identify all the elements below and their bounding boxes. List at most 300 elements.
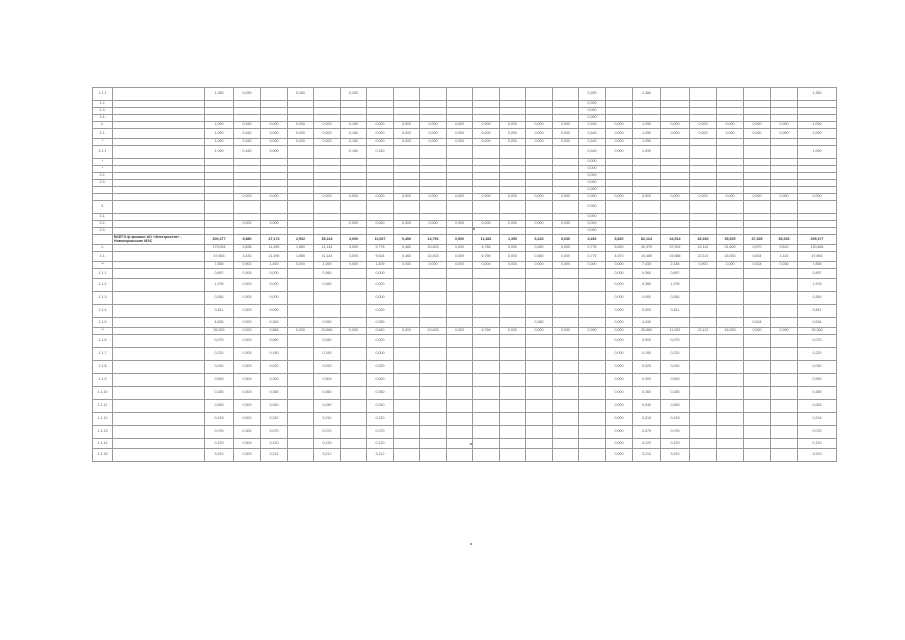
value-cell <box>526 439 553 449</box>
row-description-cell <box>113 214 205 221</box>
value-cell: 0,000 <box>473 262 500 269</box>
row-code-cell: 3.3. <box>93 228 113 235</box>
value-cell <box>690 159 717 166</box>
table-row <box>93 374 837 387</box>
value-cell <box>771 400 798 413</box>
value-cell <box>341 166 367 173</box>
value-cell <box>661 166 690 173</box>
value-cell <box>420 214 447 221</box>
row-description-cell <box>113 129 205 139</box>
value-cell: 0,000 <box>606 387 633 400</box>
value-cell <box>341 180 367 187</box>
value-cell: 0,040 <box>367 400 394 413</box>
row-code-cell: ** <box>93 262 113 269</box>
table-row <box>93 413 837 426</box>
value-cell: 0,210 <box>314 413 341 426</box>
value-cell <box>473 269 500 279</box>
value-cell: 0,000 <box>447 139 473 146</box>
value-cell <box>606 101 633 108</box>
value-cell <box>717 180 744 187</box>
value-cell: 1,350 <box>500 235 526 245</box>
value-cell <box>579 269 606 279</box>
value-cell: 0,000 <box>420 262 447 269</box>
value-cell <box>500 88 526 101</box>
value-cell: 11,144 <box>314 252 341 262</box>
value-cell <box>205 101 234 108</box>
value-cell <box>717 146 744 159</box>
value-cell <box>717 361 744 374</box>
value-cell <box>690 88 717 101</box>
row-description-cell <box>113 348 205 361</box>
value-cell <box>633 101 661 108</box>
value-cell <box>798 101 837 108</box>
value-cell <box>771 221 798 228</box>
value-cell: 0,630 <box>553 235 579 245</box>
value-cell: 0,000 <box>234 328 261 335</box>
value-cell: 0,000 <box>553 139 579 146</box>
value-cell <box>288 348 314 361</box>
value-cell <box>341 115 367 122</box>
value-cell: 0,210 <box>367 413 394 426</box>
value-cell <box>341 361 367 374</box>
row-code-cell: 3.2. <box>93 221 113 228</box>
value-cell: 0,000 <box>606 318 633 328</box>
value-cell: 0,360 <box>314 279 341 292</box>
value-cell: 3,000 <box>341 245 367 252</box>
value-cell <box>288 387 314 400</box>
row-description-cell <box>113 400 205 413</box>
row-description-cell <box>113 279 205 292</box>
table-row <box>93 101 837 108</box>
value-cell: 0,000 <box>261 146 288 159</box>
value-cell <box>526 214 553 221</box>
value-cell: 0,300 <box>261 374 288 387</box>
value-cell: 0,000 <box>420 129 447 139</box>
value-cell <box>500 279 526 292</box>
row-description-cell <box>113 245 205 252</box>
value-cell: 0,280 <box>205 387 234 400</box>
value-cell <box>606 88 633 101</box>
value-cell: 2,000 <box>717 262 744 269</box>
table-row <box>93 139 837 146</box>
value-cell <box>447 180 473 187</box>
value-cell: 0,000 <box>367 335 394 348</box>
value-cell <box>205 194 234 201</box>
value-cell <box>447 413 473 426</box>
value-cell: 0,000 <box>553 328 579 335</box>
value-cell <box>771 201 798 214</box>
value-cell: 0,070 <box>367 426 394 439</box>
value-cell: 0,000 <box>717 194 744 201</box>
value-cell <box>447 159 473 166</box>
row-description-cell <box>113 139 205 146</box>
table-row <box>93 159 837 166</box>
value-cell: 18,053 <box>717 252 744 262</box>
value-cell: 0,160 <box>341 139 367 146</box>
value-cell <box>744 269 771 279</box>
scan-dot <box>473 228 475 230</box>
value-cell: 0,040 <box>798 361 837 374</box>
value-cell <box>288 374 314 387</box>
value-cell: 5,820 <box>606 235 633 245</box>
value-cell: 0,000 <box>771 122 798 129</box>
value-cell <box>771 449 798 462</box>
value-cell <box>288 413 314 426</box>
value-cell: 0,000 <box>367 305 394 318</box>
value-cell <box>473 214 500 221</box>
value-cell <box>447 173 473 180</box>
value-cell <box>771 374 798 387</box>
value-cell <box>661 146 690 159</box>
value-cell <box>394 279 420 292</box>
value-cell: 0,040 <box>661 361 690 374</box>
value-cell <box>394 187 420 194</box>
value-cell: 0,000 <box>261 305 288 318</box>
value-cell <box>717 139 744 146</box>
value-cell: 1,976 <box>661 279 690 292</box>
value-cell: 0,300 <box>234 318 261 328</box>
value-cell <box>314 173 341 180</box>
table-row <box>93 146 837 159</box>
value-cell <box>205 201 234 214</box>
value-cell <box>500 146 526 159</box>
value-cell: 10,403 <box>420 328 447 335</box>
value-cell <box>526 166 553 173</box>
row-code-cell <box>93 187 113 194</box>
value-cell: 0,000 <box>553 129 579 139</box>
value-cell <box>367 159 394 166</box>
value-cell <box>553 439 579 449</box>
value-cell <box>288 146 314 159</box>
row-description-cell <box>113 115 205 122</box>
value-cell <box>633 108 661 115</box>
value-cell <box>314 305 341 318</box>
value-cell <box>744 449 771 462</box>
value-cell <box>526 159 553 166</box>
value-cell <box>447 361 473 374</box>
value-cell: 0,000 <box>633 194 661 201</box>
value-cell <box>261 228 288 235</box>
value-cell: 0,070 <box>205 335 234 348</box>
value-cell: 0,000 <box>314 139 341 146</box>
value-cell <box>553 228 579 235</box>
row-code-cell: 1.1.1 <box>93 269 113 279</box>
value-cell: 0,000 <box>500 194 526 201</box>
row-code-cell: 1.1.4 <box>93 305 113 318</box>
value-cell: 35,253 <box>771 235 798 245</box>
value-cell <box>288 115 314 122</box>
value-cell: 0,000 <box>579 108 606 115</box>
value-cell <box>473 387 500 400</box>
value-cell <box>341 374 367 387</box>
value-cell: 3,000 <box>341 235 367 245</box>
value-cell <box>341 305 367 318</box>
row-description-cell <box>113 269 205 279</box>
value-cell <box>579 335 606 348</box>
value-cell <box>744 101 771 108</box>
value-cell <box>394 214 420 221</box>
value-cell <box>717 318 744 328</box>
value-cell: 179,004 <box>205 245 234 252</box>
value-cell: 0,000 <box>367 194 394 201</box>
value-cell <box>420 146 447 159</box>
value-cell: 0,076 <box>661 426 690 439</box>
value-cell: 11,382 <box>473 235 500 245</box>
value-cell <box>717 400 744 413</box>
value-cell <box>526 88 553 101</box>
row-code-cell: 1.1.15 <box>93 449 113 462</box>
value-cell: 0,811 <box>798 305 837 318</box>
table-row <box>93 279 837 292</box>
table-row <box>93 173 837 180</box>
value-cell <box>447 374 473 387</box>
value-cell <box>500 400 526 413</box>
value-cell: 0,000 <box>579 194 606 201</box>
value-cell <box>633 187 661 194</box>
value-cell: 0,030 <box>771 262 798 269</box>
value-cell <box>394 101 420 108</box>
row-code-cell: 2. <box>93 122 113 129</box>
value-cell: 0,000 <box>579 262 606 269</box>
value-cell <box>341 426 367 439</box>
value-cell: 0,076 <box>798 426 837 439</box>
value-cell <box>579 387 606 400</box>
value-cell <box>420 361 447 374</box>
value-cell <box>553 101 579 108</box>
value-cell <box>798 166 837 173</box>
row-code-cell: 1.4. <box>93 115 113 122</box>
value-cell: 0,160 <box>234 139 261 146</box>
value-cell <box>500 187 526 194</box>
value-cell: 0,000 <box>579 201 606 214</box>
scan-dot <box>470 543 472 545</box>
row-description-cell <box>113 108 205 115</box>
value-cell <box>744 146 771 159</box>
value-cell: 11,144 <box>314 245 341 252</box>
value-cell <box>771 413 798 426</box>
value-cell: 0,260 <box>798 292 837 305</box>
value-cell: 0,460 <box>394 245 420 252</box>
value-cell <box>579 413 606 426</box>
value-cell: 11,490 <box>261 252 288 262</box>
value-cell: 0,216 <box>661 413 690 426</box>
value-cell: 0,360 <box>261 387 288 400</box>
value-cell <box>771 361 798 374</box>
value-cell: 0,000 <box>579 166 606 173</box>
row-code-cell: 1.1.10 <box>93 387 113 400</box>
value-cell: 0,634 <box>744 318 771 328</box>
value-cell <box>500 305 526 318</box>
value-cell: 0,300 <box>234 400 261 413</box>
value-cell <box>341 101 367 108</box>
value-cell <box>771 101 798 108</box>
value-cell: 0,120 <box>633 439 661 449</box>
value-cell <box>341 228 367 235</box>
value-cell <box>744 214 771 221</box>
value-cell: 0,063 <box>661 400 690 413</box>
value-cell: 0,000 <box>579 173 606 180</box>
value-cell: 57,902 <box>661 245 690 252</box>
value-cell <box>526 348 553 361</box>
value-cell <box>771 279 798 292</box>
value-cell <box>744 361 771 374</box>
value-cell: 0,590 <box>205 374 234 387</box>
value-cell <box>473 146 500 159</box>
value-cell: 0,000 <box>367 269 394 279</box>
row-description-cell <box>113 180 205 187</box>
value-cell <box>744 166 771 173</box>
value-cell <box>690 214 717 221</box>
value-cell <box>661 221 690 228</box>
value-cell <box>526 228 553 235</box>
value-cell <box>447 214 473 221</box>
value-cell <box>447 187 473 194</box>
value-cell <box>473 180 500 187</box>
value-cell: 0,190 <box>261 348 288 361</box>
value-cell: 1,360 <box>633 88 661 101</box>
value-cell <box>771 292 798 305</box>
value-cell: 0,000 <box>579 228 606 235</box>
value-cell <box>661 115 690 122</box>
table-row <box>93 348 837 361</box>
value-cell: 9,524 <box>367 252 394 262</box>
row-code-cell: 1.1.14 <box>93 439 113 449</box>
table-row <box>93 129 837 139</box>
value-cell: 0,000 <box>579 159 606 166</box>
value-cell <box>661 318 690 328</box>
value-cell: 0,000 <box>394 221 420 228</box>
table-row <box>93 108 837 115</box>
value-cell <box>798 214 837 221</box>
value-cell: 0,000 <box>717 129 744 139</box>
value-cell: 0,190 <box>633 348 661 361</box>
value-cell <box>447 88 473 101</box>
value-cell <box>690 228 717 235</box>
value-cell: 0,000 <box>447 328 473 335</box>
value-cell <box>261 201 288 214</box>
value-cell <box>420 180 447 187</box>
value-cell: 47,174 <box>261 235 288 245</box>
value-cell: 0,000 <box>473 122 500 129</box>
value-cell <box>367 201 394 214</box>
value-cell: 6,766 <box>473 252 500 262</box>
row-description-cell <box>113 159 205 166</box>
value-cell <box>744 115 771 122</box>
value-cell <box>553 187 579 194</box>
value-cell: 22,112 <box>690 252 717 262</box>
value-cell: 1,069 <box>314 262 341 269</box>
value-cell: 0,000 <box>526 139 553 146</box>
value-cell <box>553 214 579 221</box>
value-cell: 0,000 <box>447 221 473 228</box>
value-cell <box>447 439 473 449</box>
value-cell <box>367 173 394 180</box>
value-cell <box>771 139 798 146</box>
value-cell <box>771 187 798 194</box>
value-cell <box>553 269 579 279</box>
value-cell <box>744 292 771 305</box>
value-cell: 0,000 <box>500 129 526 139</box>
value-cell: 0,000 <box>288 129 314 139</box>
value-cell: 0,000 <box>261 279 288 292</box>
value-cell <box>341 335 367 348</box>
value-cell <box>744 108 771 115</box>
value-cell <box>367 180 394 187</box>
value-cell <box>771 115 798 122</box>
value-cell: 0,000 <box>526 221 553 228</box>
value-cell: 0,000 <box>690 194 717 201</box>
value-cell: 1,090 <box>205 129 234 139</box>
value-cell: 0,500 <box>447 235 473 245</box>
value-cell: 0,000 <box>261 221 288 228</box>
value-cell <box>526 180 553 187</box>
value-cell <box>420 187 447 194</box>
value-cell: 0,000 <box>526 262 553 269</box>
value-cell <box>473 361 500 374</box>
value-cell: 20,860 <box>314 328 341 335</box>
value-cell <box>798 139 837 146</box>
value-cell <box>553 115 579 122</box>
table-row <box>93 115 837 122</box>
value-cell <box>500 449 526 462</box>
value-cell: 0,000 <box>606 292 633 305</box>
value-cell: 47,663 <box>205 252 234 262</box>
value-cell <box>420 400 447 413</box>
value-cell: 0,902 <box>234 262 261 269</box>
value-cell <box>314 166 341 173</box>
value-cell: 0,000 <box>553 262 579 269</box>
value-cell <box>526 361 553 374</box>
value-cell: 1,860 <box>288 245 314 252</box>
value-cell: 0,000 <box>367 122 394 129</box>
row-code-cell: 1.1.8 <box>93 361 113 374</box>
value-cell: 9,778 <box>367 245 394 252</box>
value-cell: 0,260 <box>205 292 234 305</box>
value-cell: 0,000 <box>606 262 633 269</box>
value-cell <box>606 159 633 166</box>
value-cell <box>473 173 500 180</box>
value-cell: 7,430 <box>633 262 661 269</box>
value-cell <box>690 166 717 173</box>
row-code-cell <box>93 194 113 201</box>
value-cell <box>420 201 447 214</box>
value-cell <box>553 180 579 187</box>
value-cell <box>744 439 771 449</box>
value-cell <box>394 318 420 328</box>
value-cell <box>717 374 744 387</box>
value-cell <box>473 159 500 166</box>
value-cell <box>473 166 500 173</box>
value-cell <box>717 108 744 115</box>
value-cell <box>579 292 606 305</box>
value-cell <box>473 292 500 305</box>
value-cell <box>744 180 771 187</box>
value-cell <box>526 374 553 387</box>
value-cell <box>341 318 367 328</box>
value-cell <box>205 115 234 122</box>
value-cell <box>579 439 606 449</box>
value-cell <box>606 115 633 122</box>
value-cell: 0,160 <box>288 88 314 101</box>
value-cell <box>447 269 473 279</box>
value-cell <box>744 387 771 400</box>
row-description-cell <box>113 228 205 235</box>
value-cell <box>771 108 798 115</box>
value-cell: 0,000 <box>261 292 288 305</box>
value-cell <box>798 115 837 122</box>
value-cell: 0,000 <box>579 187 606 194</box>
value-cell <box>744 335 771 348</box>
